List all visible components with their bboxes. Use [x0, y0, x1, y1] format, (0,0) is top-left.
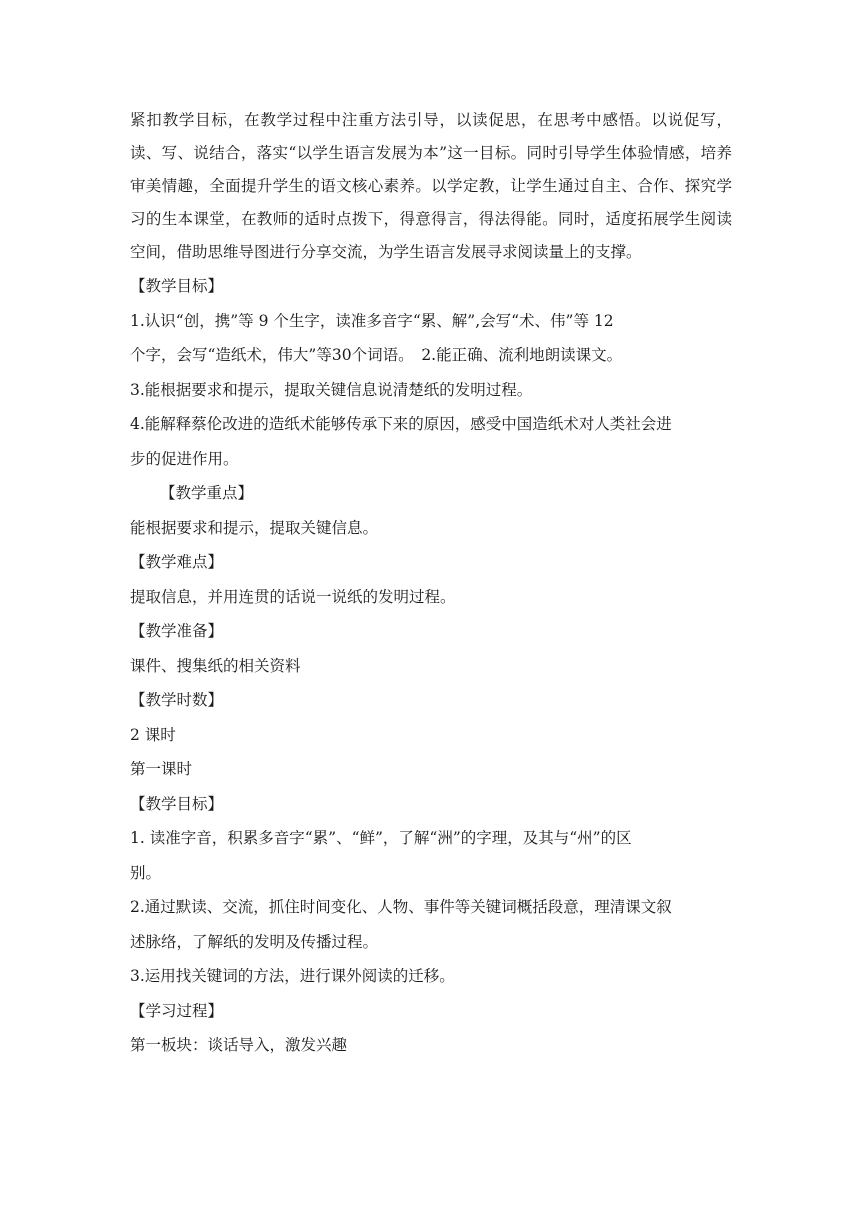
teaching-goals-heading: 【教学目标】	[130, 277, 224, 295]
first-lesson-goal-line: 别。	[130, 863, 162, 882]
first-lesson-goal-line: 述脉络，了解纸的发明及传播过程。	[130, 932, 379, 951]
teaching-goal-line: 4.能解释蔡伦改进的造纸术能够传承下来的原因，感受中国造纸术对人类社会进	[130, 415, 672, 433]
first-lesson-title: 第一课时	[130, 760, 193, 778]
first-lesson-goal-line: 1. 读准字音，积累多音字“累”、“鲜”，了解“洲”的字理，及其与“州”的区	[130, 829, 632, 847]
difficulties-heading: 【教学难点】	[130, 553, 224, 571]
first-lesson-goal-line: 3.运用找关键词的方法，进行课外阅读的迁移。	[130, 967, 455, 985]
teaching-goal-line: 3.能根据要求和提示，提取关键信息说清楚纸的发明过程。	[130, 380, 533, 399]
first-lesson-goals-heading: 【教学目标】	[130, 794, 224, 813]
difficulties-text: 提取信息，并用连贯的话说一说纸的发明过程。	[130, 587, 456, 606]
key-points-text: 能根据要求和提示，提取关键信息。	[130, 518, 379, 537]
preparation-text: 课件、搜集纸的相关资料	[130, 656, 301, 675]
document-page	[130, 104, 732, 1063]
intro-paragraph: 紧扣教学目标，在教学过程中注重方法引导，以读促思，在思考中感悟。以说促写，读、写、说结合，落实“以学生语言发展为本”这一目标。同时引导学生体验情感，培养审美情趣，全面提升学生的语文核心素养。以学定教，让学生通过自主、合作、探究学习的生本课堂，在教师的适时点拨下，得意得言，得法得能。同时，适度拓展学生阅读空间，借助思维导图进行分享交流，为学生语言发展寻求阅读量上的支撑。	[130, 111, 732, 261]
key-points-heading: 【教学重点】	[160, 484, 254, 502]
teaching-goal-line: 步的促进作用。	[130, 449, 239, 468]
block-one-title: 第一板块：谈话导入，激发兴趣	[130, 1036, 348, 1054]
learning-process-heading: 【学习过程】	[130, 1001, 224, 1020]
teaching-goal-line: 个字，会写“造纸术，伟大”等30个词语。 2.能正确、流利地朗读课文。	[130, 346, 623, 364]
hours-text: 2 课时	[130, 725, 176, 744]
preparation-heading: 【教学准备】	[130, 622, 224, 640]
teaching-goal-line: 1.认识“创，携”等 9 个生字，读准多音字“累、解”,会写“术、伟”等 12	[130, 311, 614, 330]
first-lesson-goal-line: 2.通过默读、交流，抓住时间变化、人物、事件等关键词概括段意，理清课文叙	[130, 898, 672, 916]
hours-heading: 【教学时数】	[130, 691, 224, 709]
